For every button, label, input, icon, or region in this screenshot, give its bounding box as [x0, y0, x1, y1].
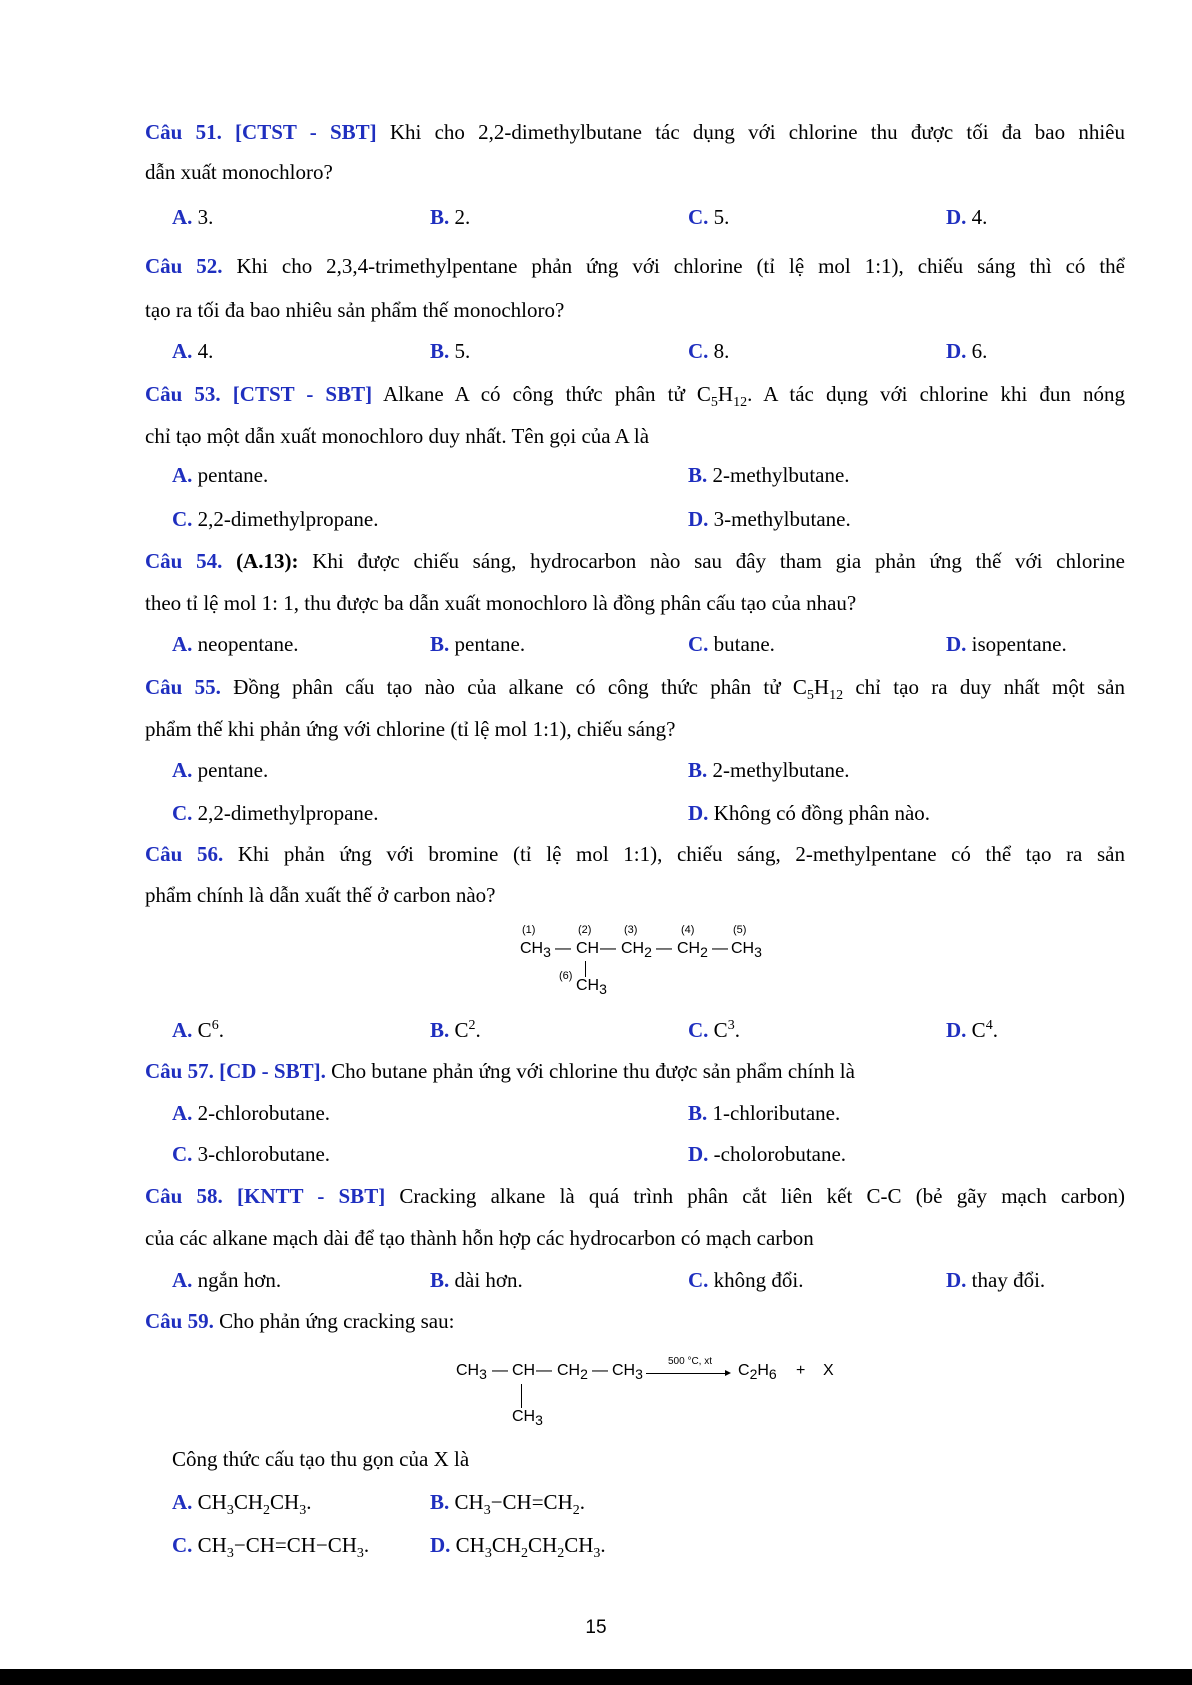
q54-option-b[interactable]: B. pentane.: [430, 632, 526, 656]
q55-option-a[interactable]: A. pentane.: [172, 758, 269, 782]
q53-number: Câu 53.: [145, 382, 221, 406]
reactant-branch-bond: [521, 1384, 522, 1408]
q55-option-c[interactable]: C. 2,2-dimethylpropane.: [172, 801, 379, 825]
q56-option-c[interactable]: C. $C^3$.: [688, 1018, 740, 1042]
reactant-branch: $CH_3$: [512, 1408, 543, 1429]
product-x: X: [823, 1362, 834, 1379]
reaction-plus: +: [796, 1362, 806, 1379]
q56-number: Câu 56.: [145, 842, 224, 866]
reactant-bond-3: —: [592, 1362, 608, 1379]
q54-option-c[interactable]: C. butane.: [688, 632, 775, 656]
reactant-bond-2: —: [536, 1362, 552, 1379]
q57-tag: [CD - SBT].: [219, 1059, 326, 1083]
q59-option-b[interactable]: B. $CH_3-CH=CH_2$.: [430, 1490, 585, 1519]
q57-option-a[interactable]: A. 2-chlorobutane.: [172, 1101, 331, 1125]
q58-line1: Câu 58. [KNTT - SBT] Cracking alkane là quá trình phân cắt liên kết C-C (bẻ gãy mạch carbon): [145, 1184, 1126, 1208]
q52-text: Khi cho 2,3,4-trimethylpentane phản ứng với chlorine (tỉ lệ mol 1:1), chiếu sáng thì có thể: [236, 254, 1125, 278]
q56-line2: phẩm chính là dẫn xuất thế ở carbon nào?: [145, 883, 496, 907]
bottom-bar: [0, 1669, 1192, 1685]
reactant-c2: CH: [512, 1362, 536, 1379]
q58-option-d[interactable]: D. thay đổi.: [946, 1268, 1046, 1292]
q57-option-d[interactable]: D. -cholorobutane.: [688, 1142, 847, 1166]
bond-1: —: [555, 940, 571, 957]
q51-option-b[interactable]: B. 2.: [430, 205, 471, 229]
q58-option-a[interactable]: A. ngắn hơn.: [172, 1268, 282, 1292]
reactant-bond-1: —: [492, 1362, 508, 1379]
branch-bond: [585, 961, 586, 977]
q52-line1: [145, 254, 1125, 278]
q51-line2: dẫn xuất monochloro?: [145, 160, 333, 184]
q59-line1: Câu 59. Cho phản ứng cracking sau:: [145, 1309, 455, 1333]
chain-c5: $CH_3$: [731, 940, 762, 961]
q53-line1: Câu 53. [CTST - SBT] Alkane A có công thức phân tử $C_5H_{12}$. A tác dụng với chlorine khi đun nóng: [145, 382, 1125, 411]
q53-line2: chỉ tạo một dẫn xuất monochloro duy nhất. Tên gọi của A là: [145, 424, 650, 448]
q56-option-d[interactable]: D. $C^4$.: [946, 1018, 998, 1042]
q56-line1: Câu 56. Khi phản ứng với bromine (tỉ lệ mol 1:1), chiếu sáng, 2-methylpentane có thể tạo ra sản: [145, 842, 1125, 866]
q51-tag: [CTST - SBT]: [235, 120, 377, 144]
q54-line1: Câu 54. (A.13): Khi được chiếu sáng, hydrocarbon nào sau đây tham gia phản ứng thế với chlorine: [145, 549, 1125, 573]
q57-option-c[interactable]: C. 3-chlorobutane.: [172, 1142, 331, 1166]
q55-option-d[interactable]: D. Không có đồng phân nào.: [688, 801, 931, 825]
q59-option-a[interactable]: A. $CH_3CH_2CH_3$.: [172, 1490, 312, 1519]
chain-c1: $CH_3$: [520, 940, 551, 961]
q55-line1: Câu 55. Đồng phân cấu tạo nào của alkane có công thức phân tử $C_5H_{12}$ chỉ tạo ra duy nhất một sản: [145, 675, 1126, 704]
carbon-number-5: (5): [733, 924, 747, 936]
q58-tag: [KNTT - SBT]: [237, 1184, 386, 1208]
q54-tag: (A.13):: [236, 549, 299, 573]
q58-option-b[interactable]: B. dài hơn.: [430, 1268, 523, 1292]
q52-number: Câu 52.: [145, 254, 223, 278]
q58-number: Câu 58.: [145, 1184, 223, 1208]
q58-option-c[interactable]: C. không đổi.: [688, 1268, 804, 1292]
q57-number: Câu 57.: [145, 1059, 214, 1083]
q53-option-c[interactable]: C. 2,2-dimethylpropane.: [172, 507, 379, 531]
q59-prompt: Công thức cấu tạo thu gọn của X là: [172, 1447, 470, 1471]
q51-option-d[interactable]: D. 4.: [946, 205, 988, 229]
q52-option-b[interactable]: B. 5.: [430, 339, 471, 363]
q51-option-a[interactable]: A. 3.: [172, 205, 214, 229]
chain-c3: $CH_2$: [621, 940, 652, 961]
q59-number: Câu 59.: [145, 1309, 214, 1333]
q54-line2: theo tỉ lệ mol 1: 1, thu được ba dẫn xuất monochloro là đồng phân cấu tạo của nhau?: [145, 591, 857, 615]
q51-text: Khi cho 2,2-dimethylbutane tác dụng với chlorine thu được tối đa bao nhiêu: [389, 120, 1125, 144]
q56-option-b[interactable]: B. $C^2$.: [430, 1018, 481, 1042]
q52-option-d[interactable]: D. 6.: [946, 339, 988, 363]
q55-number: Câu 55.: [145, 675, 221, 699]
reaction-arrow: [646, 1373, 726, 1374]
bond-3: —: [656, 940, 672, 957]
carbon-number-3: (3): [624, 924, 638, 936]
q59-option-d[interactable]: D. $CH_3CH_2CH_2CH_3$.: [430, 1533, 606, 1562]
q51-option-c[interactable]: C. 5.: [688, 205, 730, 229]
reaction-condition: 500 °C, xt: [668, 1356, 713, 1367]
q54-option-a[interactable]: A. neopentane.: [172, 632, 299, 656]
q53-tag: [CTST - SBT]: [232, 382, 373, 406]
carbon-number-2: (2): [578, 924, 592, 936]
q57-line1: Câu 57. [CD - SBT]. Cho butane phản ứng với chlorine thu được sản phẩm chính là: [145, 1059, 855, 1083]
q52-line2: tạo ra tối đa bao nhiêu sản phẩm thế monochloro?: [145, 298, 565, 322]
reactant-c1: $CH_3$: [456, 1362, 487, 1383]
carbon-number-1: (1): [522, 924, 536, 936]
q53-option-b[interactable]: B. 2-methylbutane.: [688, 463, 850, 487]
chain-c4: $CH_2$: [677, 940, 708, 961]
q52-option-a[interactable]: A. 4.: [172, 339, 214, 363]
q51-number: Câu 51.: [145, 120, 222, 144]
branch-c6: $CH_3$: [576, 977, 607, 998]
bond-2: —: [600, 940, 616, 957]
q57-option-b[interactable]: B. 1-chloributane.: [688, 1101, 841, 1125]
q54-option-d[interactable]: D. isopentane.: [946, 632, 1067, 656]
q54-number: Câu 54.: [145, 549, 223, 573]
carbon-number-6: (6): [559, 970, 573, 982]
q51-line1: [145, 120, 1125, 144]
bond-4: —: [712, 940, 728, 957]
chain-c2: CH: [576, 940, 600, 957]
reactant-c3: $CH_2$: [557, 1362, 588, 1383]
q53-option-a[interactable]: A. pentane.: [172, 463, 269, 487]
page-number: 15: [585, 1617, 607, 1638]
arrow-head-icon: [725, 1370, 731, 1376]
q55-line2: phẩm thế khi phản ứng với chlorine (tỉ lệ mol 1:1), chiếu sáng?: [145, 717, 676, 741]
q55-option-b[interactable]: B. 2-methylbutane.: [688, 758, 850, 782]
q56-option-a[interactable]: A. $C^6$.: [172, 1018, 224, 1042]
q52-option-c[interactable]: C. 8.: [688, 339, 730, 363]
reactant-c4: $CH_3$: [612, 1362, 643, 1383]
q58-line2: của các alkane mạch dài để tạo thành hỗn hợp các hydrocarbon có mạch carbon: [145, 1226, 814, 1250]
product-ethane: $C_2H_6$: [738, 1362, 777, 1383]
q59-option-c[interactable]: C. $CH_3-CH=CH-CH_3$.: [172, 1533, 370, 1562]
carbon-number-4: (4): [681, 924, 695, 936]
q53-option-d[interactable]: D. 3-methylbutane.: [688, 507, 851, 531]
